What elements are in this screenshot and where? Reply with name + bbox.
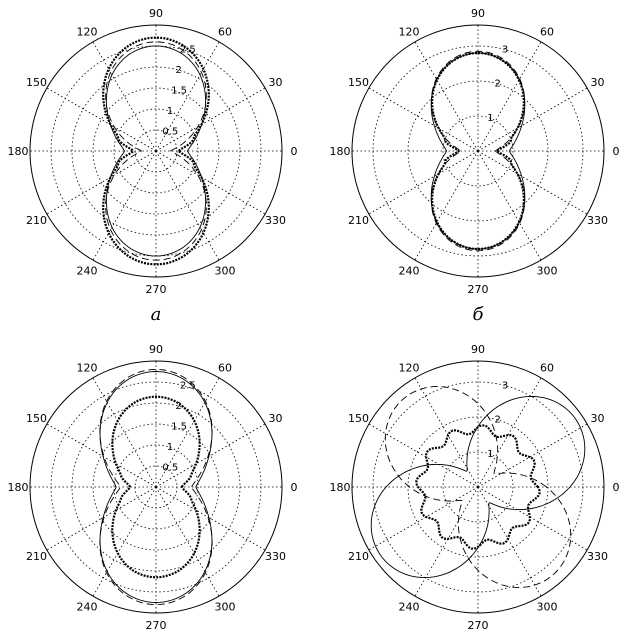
radial-tick-label: 1.5 xyxy=(171,85,188,97)
grid-spoke xyxy=(93,487,156,596)
grid-spoke xyxy=(415,378,478,487)
radial-tick-label: 2.5 xyxy=(179,44,196,56)
angle-tick-label: 240 xyxy=(76,264,98,278)
radial-tick-label: 1 xyxy=(166,105,174,117)
angle-tick-label: 0 xyxy=(612,145,620,158)
grid-spoke xyxy=(93,378,156,487)
angle-tick-label: 240 xyxy=(398,600,420,614)
angle-tick-label: 330 xyxy=(587,214,609,227)
angle-tick-label: 270 xyxy=(145,283,167,296)
panel-label: б xyxy=(472,304,484,325)
angle-tick-label: 330 xyxy=(265,214,287,227)
angle-tick-label: 210 xyxy=(25,214,47,227)
angle-tick-label: 90 xyxy=(471,343,485,356)
radial-tick-label: 2 xyxy=(175,400,182,412)
grid-spoke xyxy=(478,424,587,487)
angle-tick-label: 330 xyxy=(265,550,287,563)
grid-spoke xyxy=(415,151,478,260)
angle-tick-label: 300 xyxy=(536,600,558,614)
grid-spoke xyxy=(369,151,478,214)
angle-tick-label: 120 xyxy=(76,25,98,39)
angle-tick-label: 150 xyxy=(347,412,369,425)
grid-spoke xyxy=(415,42,478,151)
angle-tick-label: 90 xyxy=(149,7,163,20)
grid-spoke xyxy=(478,88,587,151)
radial-tick-label: 3 xyxy=(501,380,509,392)
angle-tick-label: 180 xyxy=(7,481,29,494)
grid-spoke xyxy=(156,487,219,596)
angle-tick-label: 270 xyxy=(467,283,489,296)
angle-tick-label: 90 xyxy=(149,343,163,356)
angle-tick-label: 300 xyxy=(536,264,558,278)
angle-tick-label: 60 xyxy=(540,25,554,39)
grid-spoke xyxy=(369,487,478,550)
angle-tick-label: 330 xyxy=(587,550,609,563)
polar-chart-1 xyxy=(8,7,298,325)
angle-tick-label: 30 xyxy=(590,76,605,89)
angle-tick-label: 150 xyxy=(347,76,369,89)
angle-tick-label: 30 xyxy=(268,412,283,425)
angle-tick-label: 180 xyxy=(329,481,351,494)
angle-tick-label: 0 xyxy=(290,481,298,494)
angle-tick-label: 120 xyxy=(398,361,420,375)
angle-tick-label: 180 xyxy=(7,145,29,158)
angle-tick-label: 0 xyxy=(290,145,298,158)
grid-spoke xyxy=(369,88,478,151)
grid-spoke xyxy=(47,424,156,487)
grid-spoke xyxy=(478,151,587,214)
angle-tick-label: 0 xyxy=(612,481,620,494)
angle-tick-label: 150 xyxy=(25,76,47,89)
angle-tick-label: 270 xyxy=(467,619,489,632)
radial-tick-label: 2.5 xyxy=(179,380,196,392)
grid-spoke xyxy=(478,378,541,487)
grid-spoke xyxy=(156,88,265,151)
radial-tick-label: 0.5 xyxy=(162,126,179,138)
angle-tick-label: 150 xyxy=(25,412,47,425)
angle-tick-label: 90 xyxy=(471,7,485,20)
angle-tick-label: 210 xyxy=(25,550,47,563)
grid-spoke xyxy=(478,487,541,596)
radial-tick-label: 2 xyxy=(494,414,501,426)
angle-tick-label: 270 xyxy=(145,619,167,632)
grid-spoke xyxy=(478,151,541,260)
angle-tick-label: 240 xyxy=(76,600,98,614)
polar-chart-4 xyxy=(330,343,620,632)
angle-tick-label: 210 xyxy=(347,550,369,563)
angle-tick-label: 30 xyxy=(590,412,605,425)
radial-tick-label: 1.5 xyxy=(171,421,188,433)
grid-spoke xyxy=(478,42,541,151)
polar-chart-3 xyxy=(8,343,298,632)
angle-tick-label: 30 xyxy=(268,76,283,89)
angle-tick-label: 120 xyxy=(398,25,420,39)
angle-tick-label: 300 xyxy=(214,600,236,614)
angle-tick-label: 210 xyxy=(347,214,369,227)
angle-tick-label: 300 xyxy=(214,264,236,278)
radial-tick-label: 1 xyxy=(166,441,174,453)
radial-tick-label: 1 xyxy=(487,448,494,460)
radial-tick-label: 3 xyxy=(501,44,509,56)
angle-tick-label: 240 xyxy=(398,264,420,278)
radial-tick-label: 2 xyxy=(494,78,501,90)
radial-tick-label: 2 xyxy=(175,64,182,76)
panel-label: а xyxy=(150,304,162,325)
grid-spoke xyxy=(156,424,265,487)
angle-tick-label: 180 xyxy=(329,145,351,158)
angle-tick-label: 60 xyxy=(540,361,554,375)
angle-tick-label: 120 xyxy=(76,361,98,375)
angle-tick-label: 60 xyxy=(218,25,232,39)
polar-chart-2 xyxy=(330,7,620,325)
radial-tick-label: 1 xyxy=(487,112,494,124)
angle-tick-label: 60 xyxy=(218,361,232,375)
radial-tick-label: 0.5 xyxy=(162,462,179,474)
grid-spoke xyxy=(47,88,156,151)
